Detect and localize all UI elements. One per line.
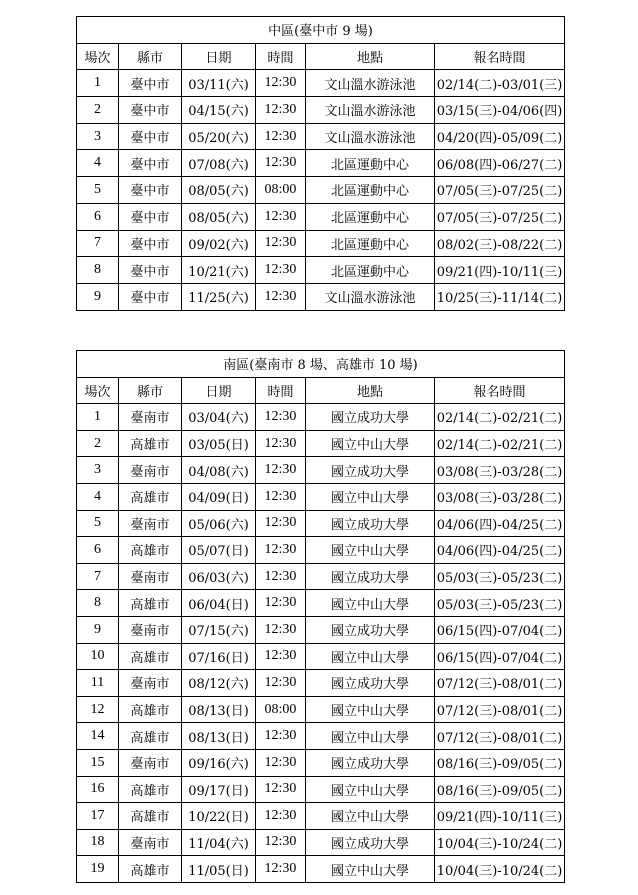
- cell-location: 文山溫水游泳池: [306, 97, 435, 124]
- table-row: [77, 97, 565, 124]
- table-row: [77, 537, 565, 564]
- cell-session: 11: [77, 670, 119, 697]
- cell-date: 11/05(日): [182, 856, 256, 883]
- cell-city: 高雄市: [119, 590, 182, 617]
- cell-city: 臺南市: [119, 749, 182, 776]
- cell-registration-period: 03/08(三)-03/28(二): [435, 457, 565, 484]
- cell-city: 臺南市: [119, 670, 182, 697]
- cell-date: 08/05(六): [182, 203, 256, 230]
- table-row: [77, 70, 565, 97]
- cell-registration-period: 08/16(三)-09/05(二): [435, 776, 565, 803]
- cell-session: 8: [77, 257, 119, 284]
- cell-time: 12:30: [256, 590, 306, 617]
- cell-location: 國立成功大學: [306, 457, 435, 484]
- cell-session: 4: [77, 483, 119, 510]
- cell-registration-period: 02/14(二)-03/01(三): [435, 70, 565, 97]
- cell-city: 高雄市: [119, 430, 182, 457]
- cell-date: 09/02(六): [182, 230, 256, 257]
- cell-registration-period: 07/05(三)-07/25(二): [435, 203, 565, 230]
- cell-registration-period: 06/08(四)-06/27(二): [435, 150, 565, 177]
- cell-registration-period: 02/14(二)-02/21(二): [435, 404, 565, 431]
- cell-location: 國立中山大學: [306, 696, 435, 723]
- cell-location: 國立成功大學: [306, 829, 435, 856]
- header-date: 日期: [182, 43, 256, 70]
- cell-time: 12:30: [256, 97, 306, 124]
- cell-city: 高雄市: [119, 723, 182, 750]
- cell-city: 臺中市: [119, 123, 182, 150]
- cell-time: 12:30: [256, 856, 306, 883]
- cell-date: 10/21(六): [182, 257, 256, 284]
- cell-location: 國立中山大學: [306, 856, 435, 883]
- table-row: [77, 696, 565, 723]
- cell-date: 04/08(六): [182, 457, 256, 484]
- cell-session: 18: [77, 829, 119, 856]
- cell-registration-period: 10/04(三)-10/24(二): [435, 856, 565, 883]
- header-city: 縣市: [119, 43, 182, 70]
- header-registration-period: 報名時間: [435, 377, 565, 404]
- cell-registration-period: 07/12(三)-08/01(二): [435, 696, 565, 723]
- cell-time: 12:30: [256, 749, 306, 776]
- cell-city: 高雄市: [119, 776, 182, 803]
- cell-time: 12:30: [256, 829, 306, 856]
- table-row: [77, 776, 565, 803]
- cell-time: 12:30: [256, 803, 306, 830]
- cell-session: 8: [77, 590, 119, 617]
- cell-registration-period: 07/12(三)-08/01(二): [435, 723, 565, 750]
- cell-session: 4: [77, 150, 119, 177]
- cell-location: 國立成功大學: [306, 616, 435, 643]
- cell-session: 15: [77, 749, 119, 776]
- table-row: [77, 803, 565, 830]
- header-row: [77, 377, 565, 404]
- table-row: [77, 230, 565, 257]
- cell-city: 臺中市: [119, 257, 182, 284]
- cell-date: 09/16(六): [182, 749, 256, 776]
- cell-location: 國立中山大學: [306, 430, 435, 457]
- cell-time: 12:30: [256, 643, 306, 670]
- cell-session: 17: [77, 803, 119, 830]
- cell-time: 12:30: [256, 457, 306, 484]
- cell-date: 08/13(日): [182, 696, 256, 723]
- cell-location: 國立成功大學: [306, 404, 435, 431]
- table-row: [77, 590, 565, 617]
- cell-location: 國立成功大學: [306, 670, 435, 697]
- cell-session: 9: [77, 616, 119, 643]
- cell-session: 2: [77, 430, 119, 457]
- header-session: 場次: [77, 43, 119, 70]
- cell-session: 19: [77, 856, 119, 883]
- cell-date: 08/13(日): [182, 723, 256, 750]
- cell-city: 臺中市: [119, 283, 182, 310]
- cell-time: 12:30: [256, 230, 306, 257]
- cell-session: 7: [77, 230, 119, 257]
- cell-time: 12:30: [256, 510, 306, 537]
- cell-location: 北區運動中心: [306, 203, 435, 230]
- cell-city: 臺中市: [119, 203, 182, 230]
- cell-session: 3: [77, 457, 119, 484]
- header-city: 縣市: [119, 377, 182, 404]
- cell-session: 9: [77, 283, 119, 310]
- table-body: [77, 404, 565, 883]
- cell-city: 臺南市: [119, 404, 182, 431]
- table-body: [77, 70, 565, 310]
- cell-registration-period: 08/16(三)-09/05(二): [435, 749, 565, 776]
- cell-date: 06/03(六): [182, 563, 256, 590]
- cell-city: 臺南市: [119, 616, 182, 643]
- cell-time: 12:30: [256, 150, 306, 177]
- table-row: [77, 177, 565, 204]
- cell-time: 08:00: [256, 696, 306, 723]
- cell-location: 文山溫水游泳池: [306, 70, 435, 97]
- cell-location: 國立中山大學: [306, 537, 435, 564]
- cell-location: 文山溫水游泳池: [306, 283, 435, 310]
- cell-location: 國立成功大學: [306, 749, 435, 776]
- cell-session: 3: [77, 123, 119, 150]
- cell-city: 臺中市: [119, 177, 182, 204]
- cell-city: 高雄市: [119, 696, 182, 723]
- table-title: 南區(臺南市 8 場、高雄市 10 場): [77, 351, 565, 378]
- table-row: [77, 483, 565, 510]
- cell-date: 03/04(六): [182, 404, 256, 431]
- cell-registration-period: 03/15(三)-04/06(四): [435, 97, 565, 124]
- cell-location: 北區運動中心: [306, 150, 435, 177]
- cell-date: 05/07(日): [182, 537, 256, 564]
- table-row: [77, 723, 565, 750]
- cell-location: 文山溫水游泳池: [306, 123, 435, 150]
- header-time: 時間: [256, 43, 306, 70]
- cell-session: 6: [77, 203, 119, 230]
- cell-city: 臺中市: [119, 70, 182, 97]
- cell-session: 1: [77, 404, 119, 431]
- cell-location: 國立中山大學: [306, 776, 435, 803]
- cell-city: 臺南市: [119, 563, 182, 590]
- header-location: 地點: [306, 43, 435, 70]
- header-time: 時間: [256, 377, 306, 404]
- cell-location: 國立中山大學: [306, 643, 435, 670]
- cell-location: 國立中山大學: [306, 723, 435, 750]
- cell-date: 03/05(日): [182, 430, 256, 457]
- cell-date: 08/12(六): [182, 670, 256, 697]
- cell-registration-period: 05/03(三)-05/23(二): [435, 590, 565, 617]
- table-row: [77, 829, 565, 856]
- cell-registration-period: 09/21(四)-10/11(三): [435, 803, 565, 830]
- table-row: [77, 404, 565, 431]
- cell-time: 12:30: [256, 283, 306, 310]
- table-row: [77, 203, 565, 230]
- cell-location: 北區運動中心: [306, 230, 435, 257]
- cell-session: 7: [77, 563, 119, 590]
- cell-session: 12: [77, 696, 119, 723]
- cell-date: 07/15(六): [182, 616, 256, 643]
- table-row: [77, 430, 565, 457]
- cell-registration-period: 04/06(四)-04/25(二): [435, 537, 565, 564]
- cell-city: 高雄市: [119, 537, 182, 564]
- cell-date: 05/06(六): [182, 510, 256, 537]
- table-row: [77, 643, 565, 670]
- cell-time: 12:30: [256, 430, 306, 457]
- cell-city: 臺南市: [119, 510, 182, 537]
- table-row: [77, 123, 565, 150]
- cell-session: 5: [77, 177, 119, 204]
- header-row: [77, 43, 565, 70]
- cell-session: 1: [77, 70, 119, 97]
- cell-time: 12:30: [256, 123, 306, 150]
- cell-city: 高雄市: [119, 856, 182, 883]
- cell-date: 06/04(日): [182, 590, 256, 617]
- cell-registration-period: 08/02(三)-08/22(二): [435, 230, 565, 257]
- cell-time: 12:30: [256, 723, 306, 750]
- cell-location: 北區運動中心: [306, 257, 435, 284]
- cell-registration-period: 04/06(四)-04/25(二): [435, 510, 565, 537]
- cell-registration-period: 10/25(三)-11/14(二): [435, 283, 565, 310]
- cell-date: 11/25(六): [182, 283, 256, 310]
- cell-time: 12:30: [256, 537, 306, 564]
- cell-time: 12:30: [256, 404, 306, 431]
- cell-session: 14: [77, 723, 119, 750]
- cell-date: 03/11(六): [182, 70, 256, 97]
- cell-session: 2: [77, 97, 119, 124]
- cell-session: 6: [77, 537, 119, 564]
- cell-location: 國立成功大學: [306, 510, 435, 537]
- cell-city: 臺中市: [119, 150, 182, 177]
- cell-date: 07/08(六): [182, 150, 256, 177]
- cell-location: 北區運動中心: [306, 177, 435, 204]
- cell-time: 12:30: [256, 257, 306, 284]
- header-session: 場次: [77, 377, 119, 404]
- table-row: [77, 563, 565, 590]
- cell-city: 高雄市: [119, 803, 182, 830]
- cell-registration-period: 02/14(二)-02/21(二): [435, 430, 565, 457]
- cell-date: 11/04(六): [182, 829, 256, 856]
- cell-location: 國立中山大學: [306, 803, 435, 830]
- cell-registration-period: 09/21(四)-10/11(三): [435, 257, 565, 284]
- cell-registration-period: 10/04(三)-10/24(二): [435, 829, 565, 856]
- cell-session: 5: [77, 510, 119, 537]
- header-location: 地點: [306, 377, 435, 404]
- cell-date: 07/16(日): [182, 643, 256, 670]
- cell-date: 10/22(日): [182, 803, 256, 830]
- cell-date: 05/20(六): [182, 123, 256, 150]
- cell-time: 12:30: [256, 483, 306, 510]
- cell-city: 高雄市: [119, 483, 182, 510]
- cell-date: 08/05(六): [182, 177, 256, 204]
- cell-city: 高雄市: [119, 643, 182, 670]
- cell-city: 臺中市: [119, 230, 182, 257]
- southern-region-table: [76, 350, 565, 883]
- table-row: [77, 283, 565, 310]
- cell-date: 04/15(六): [182, 97, 256, 124]
- cell-session: 10: [77, 643, 119, 670]
- cell-registration-period: 07/12(三)-08/01(二): [435, 670, 565, 697]
- cell-city: 臺南市: [119, 457, 182, 484]
- table-row: [77, 150, 565, 177]
- cell-location: 國立中山大學: [306, 590, 435, 617]
- cell-city: 臺南市: [119, 829, 182, 856]
- cell-location: 國立中山大學: [306, 483, 435, 510]
- cell-registration-period: 05/03(三)-05/23(二): [435, 563, 565, 590]
- cell-time: 12:30: [256, 70, 306, 97]
- table-row: [77, 457, 565, 484]
- table-row: [77, 749, 565, 776]
- cell-date: 04/09(日): [182, 483, 256, 510]
- cell-registration-period: 07/05(三)-07/25(二): [435, 177, 565, 204]
- cell-time: 12:30: [256, 563, 306, 590]
- cell-time: 12:30: [256, 616, 306, 643]
- table-row: [77, 670, 565, 697]
- header-registration-period: 報名時間: [435, 43, 565, 70]
- header-date: 日期: [182, 377, 256, 404]
- cell-registration-period: 06/15(四)-07/04(二): [435, 643, 565, 670]
- table-row: [77, 257, 565, 284]
- table-row: [77, 510, 565, 537]
- cell-city: 臺中市: [119, 97, 182, 124]
- cell-registration-period: 03/08(三)-03/28(二): [435, 483, 565, 510]
- cell-session: 16: [77, 776, 119, 803]
- cell-time: 12:30: [256, 776, 306, 803]
- cell-registration-period: 04/20(四)-05/09(二): [435, 123, 565, 150]
- table-row: [77, 616, 565, 643]
- cell-registration-period: 06/15(四)-07/04(二): [435, 616, 565, 643]
- central-region-table: [76, 16, 565, 311]
- table-row: [77, 856, 565, 883]
- cell-time: 08:00: [256, 177, 306, 204]
- table-title: 中區(臺中市 9 場): [77, 17, 565, 44]
- cell-location: 國立成功大學: [306, 563, 435, 590]
- cell-date: 09/17(日): [182, 776, 256, 803]
- cell-time: 12:30: [256, 203, 306, 230]
- cell-time: 12:30: [256, 670, 306, 697]
